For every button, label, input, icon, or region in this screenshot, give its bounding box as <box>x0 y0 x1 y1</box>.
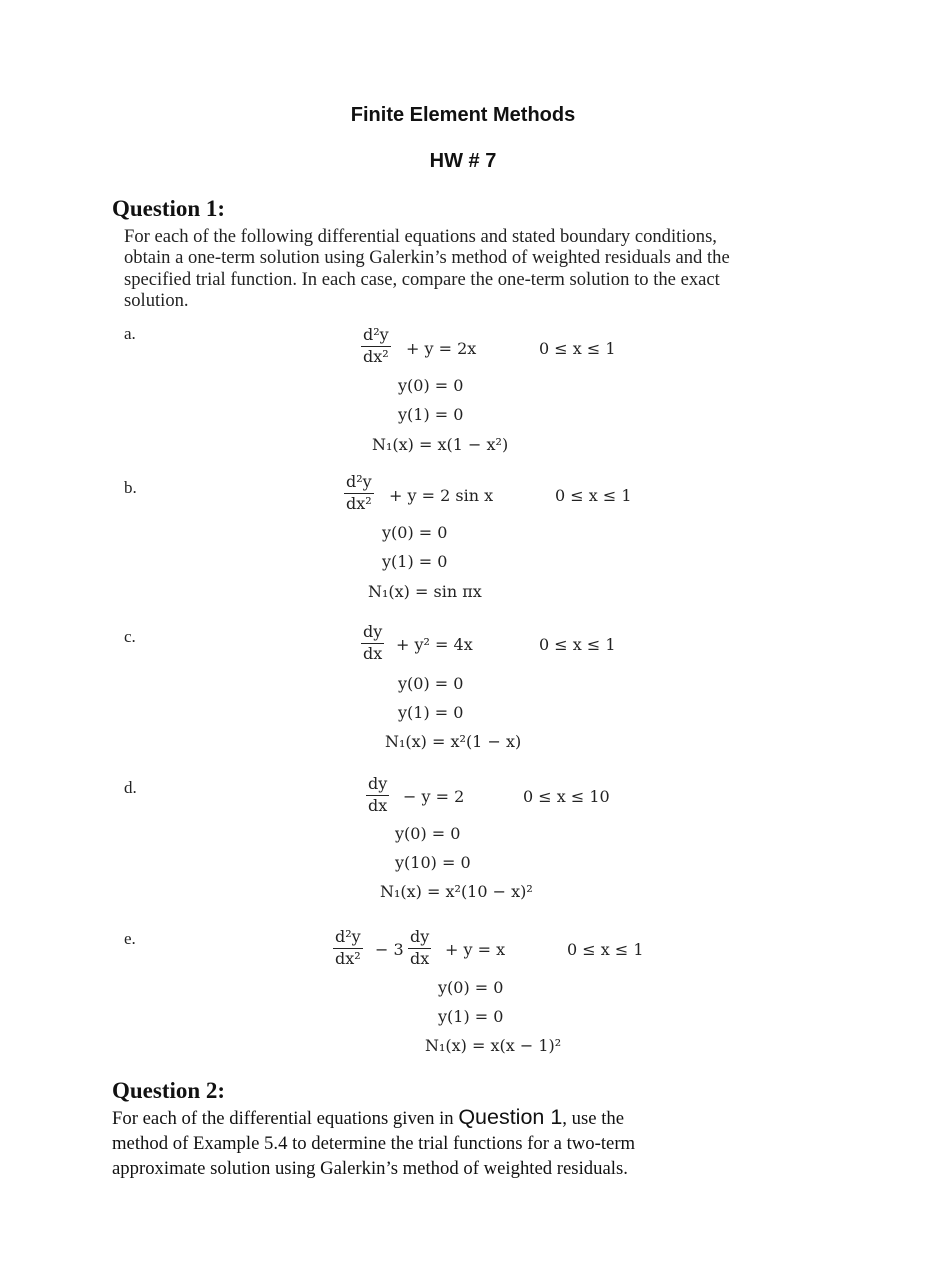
question-1-reference: Question 1 <box>458 1105 563 1129</box>
fraction-numerator: d²y <box>335 927 361 946</box>
part-d-bc-right: y(10) = 0 <box>395 853 471 872</box>
part-a-domain: 0 ≤ x ≤ 1 <box>539 339 616 358</box>
part-e-second-derivative <box>333 928 363 968</box>
fraction-denominator: dx <box>368 796 388 815</box>
part-e-trial-function: N₁(x) = x(x − 1)² <box>425 1036 562 1055</box>
part-b-equation-rhs: + y = 2 sin x <box>389 486 494 505</box>
part-a-label: a. <box>124 324 136 343</box>
question-2-line <box>112 1105 832 1131</box>
part-a-bc-left: y(0) = 0 <box>398 376 464 395</box>
question-1-intro <box>124 226 884 311</box>
question-2-heading: Question 2: <box>112 1078 226 1103</box>
question-2-line: method of Example 5.4 to determine the trial functions for a two-term <box>112 1133 636 1154</box>
part-c-derivative <box>361 623 384 663</box>
part-e-label: e. <box>124 929 136 948</box>
part-c-bc-right: y(1) = 0 <box>398 703 464 722</box>
part-c-trial-function: N₁(x) = x²(1 − x) <box>385 732 522 751</box>
part-a-bc-right: y(1) = 0 <box>398 405 464 424</box>
question-2-text: For each of the differential equations given in <box>112 1108 459 1129</box>
fraction-numerator: dy <box>363 622 383 641</box>
part-d-bc-left: y(0) = 0 <box>395 824 461 843</box>
question-2-line: approximate solution using Galerkin’s method of weighted residuals. <box>112 1158 628 1179</box>
fraction-numerator: d²y <box>346 472 372 491</box>
part-b-bc-left: y(0) = 0 <box>382 523 448 542</box>
question-2-body <box>112 1105 832 1181</box>
part-e-equation-rhs: + y = x <box>445 940 506 959</box>
part-a-derivative <box>361 326 391 366</box>
part-b-label: b. <box>124 478 137 497</box>
part-e-middle-operator: − 3 <box>375 940 404 959</box>
question-2-text: , use the <box>562 1108 625 1129</box>
part-d-domain: 0 ≤ x ≤ 10 <box>523 787 610 806</box>
part-e-domain: 0 ≤ x ≤ 1 <box>567 940 644 959</box>
part-e-bc-left: y(0) = 0 <box>438 978 504 997</box>
part-e-bc-right: y(1) = 0 <box>438 1007 504 1026</box>
intro-line: obtain a one-term solution using Galerkin’s method of weighted residuals and the <box>124 247 730 269</box>
fraction-numerator: d²y <box>363 325 389 344</box>
question-1-heading: Question 1: <box>112 196 226 221</box>
part-e-first-derivative <box>408 928 431 968</box>
part-d-trial-function: N₁(x) = x²(10 − x)² <box>380 882 533 901</box>
part-b-trial-function: N₁(x) = sin πx <box>368 582 482 601</box>
part-d-derivative <box>366 775 389 815</box>
fraction-numerator: dy <box>410 927 430 946</box>
part-b-derivative <box>344 473 374 513</box>
part-d-equation-rhs: − y = 2 <box>403 787 465 806</box>
part-a-equation-rhs: + y = 2x <box>406 339 477 358</box>
fraction-denominator: dx <box>363 644 383 663</box>
intro-line: specified trial function. In each case, compare the one-term solution to the exact <box>124 268 720 290</box>
fraction-denominator: dx² <box>335 949 361 968</box>
part-b-domain: 0 ≤ x ≤ 1 <box>555 486 632 505</box>
homework-number: HW # 7 <box>429 150 497 172</box>
document-title: Finite Element Methods <box>350 104 576 126</box>
part-c-domain: 0 ≤ x ≤ 1 <box>539 635 616 654</box>
intro-line: solution. <box>124 289 189 311</box>
part-d-label: d. <box>124 778 137 797</box>
part-c-bc-left: y(0) = 0 <box>398 674 464 693</box>
fraction-denominator: dx <box>410 949 430 968</box>
fraction-denominator: dx² <box>346 494 372 513</box>
part-b-bc-right: y(1) = 0 <box>382 552 448 571</box>
part-c-label: c. <box>124 627 136 646</box>
fraction-denominator: dx² <box>363 347 389 366</box>
intro-line: For each of the following differential equations and stated boundary conditions, <box>124 226 717 247</box>
part-a-trial-function: N₁(x) = x(1 − x²) <box>372 435 509 454</box>
fraction-numerator: dy <box>368 774 388 793</box>
part-c-equation-rhs: + y² = 4x <box>396 635 473 654</box>
